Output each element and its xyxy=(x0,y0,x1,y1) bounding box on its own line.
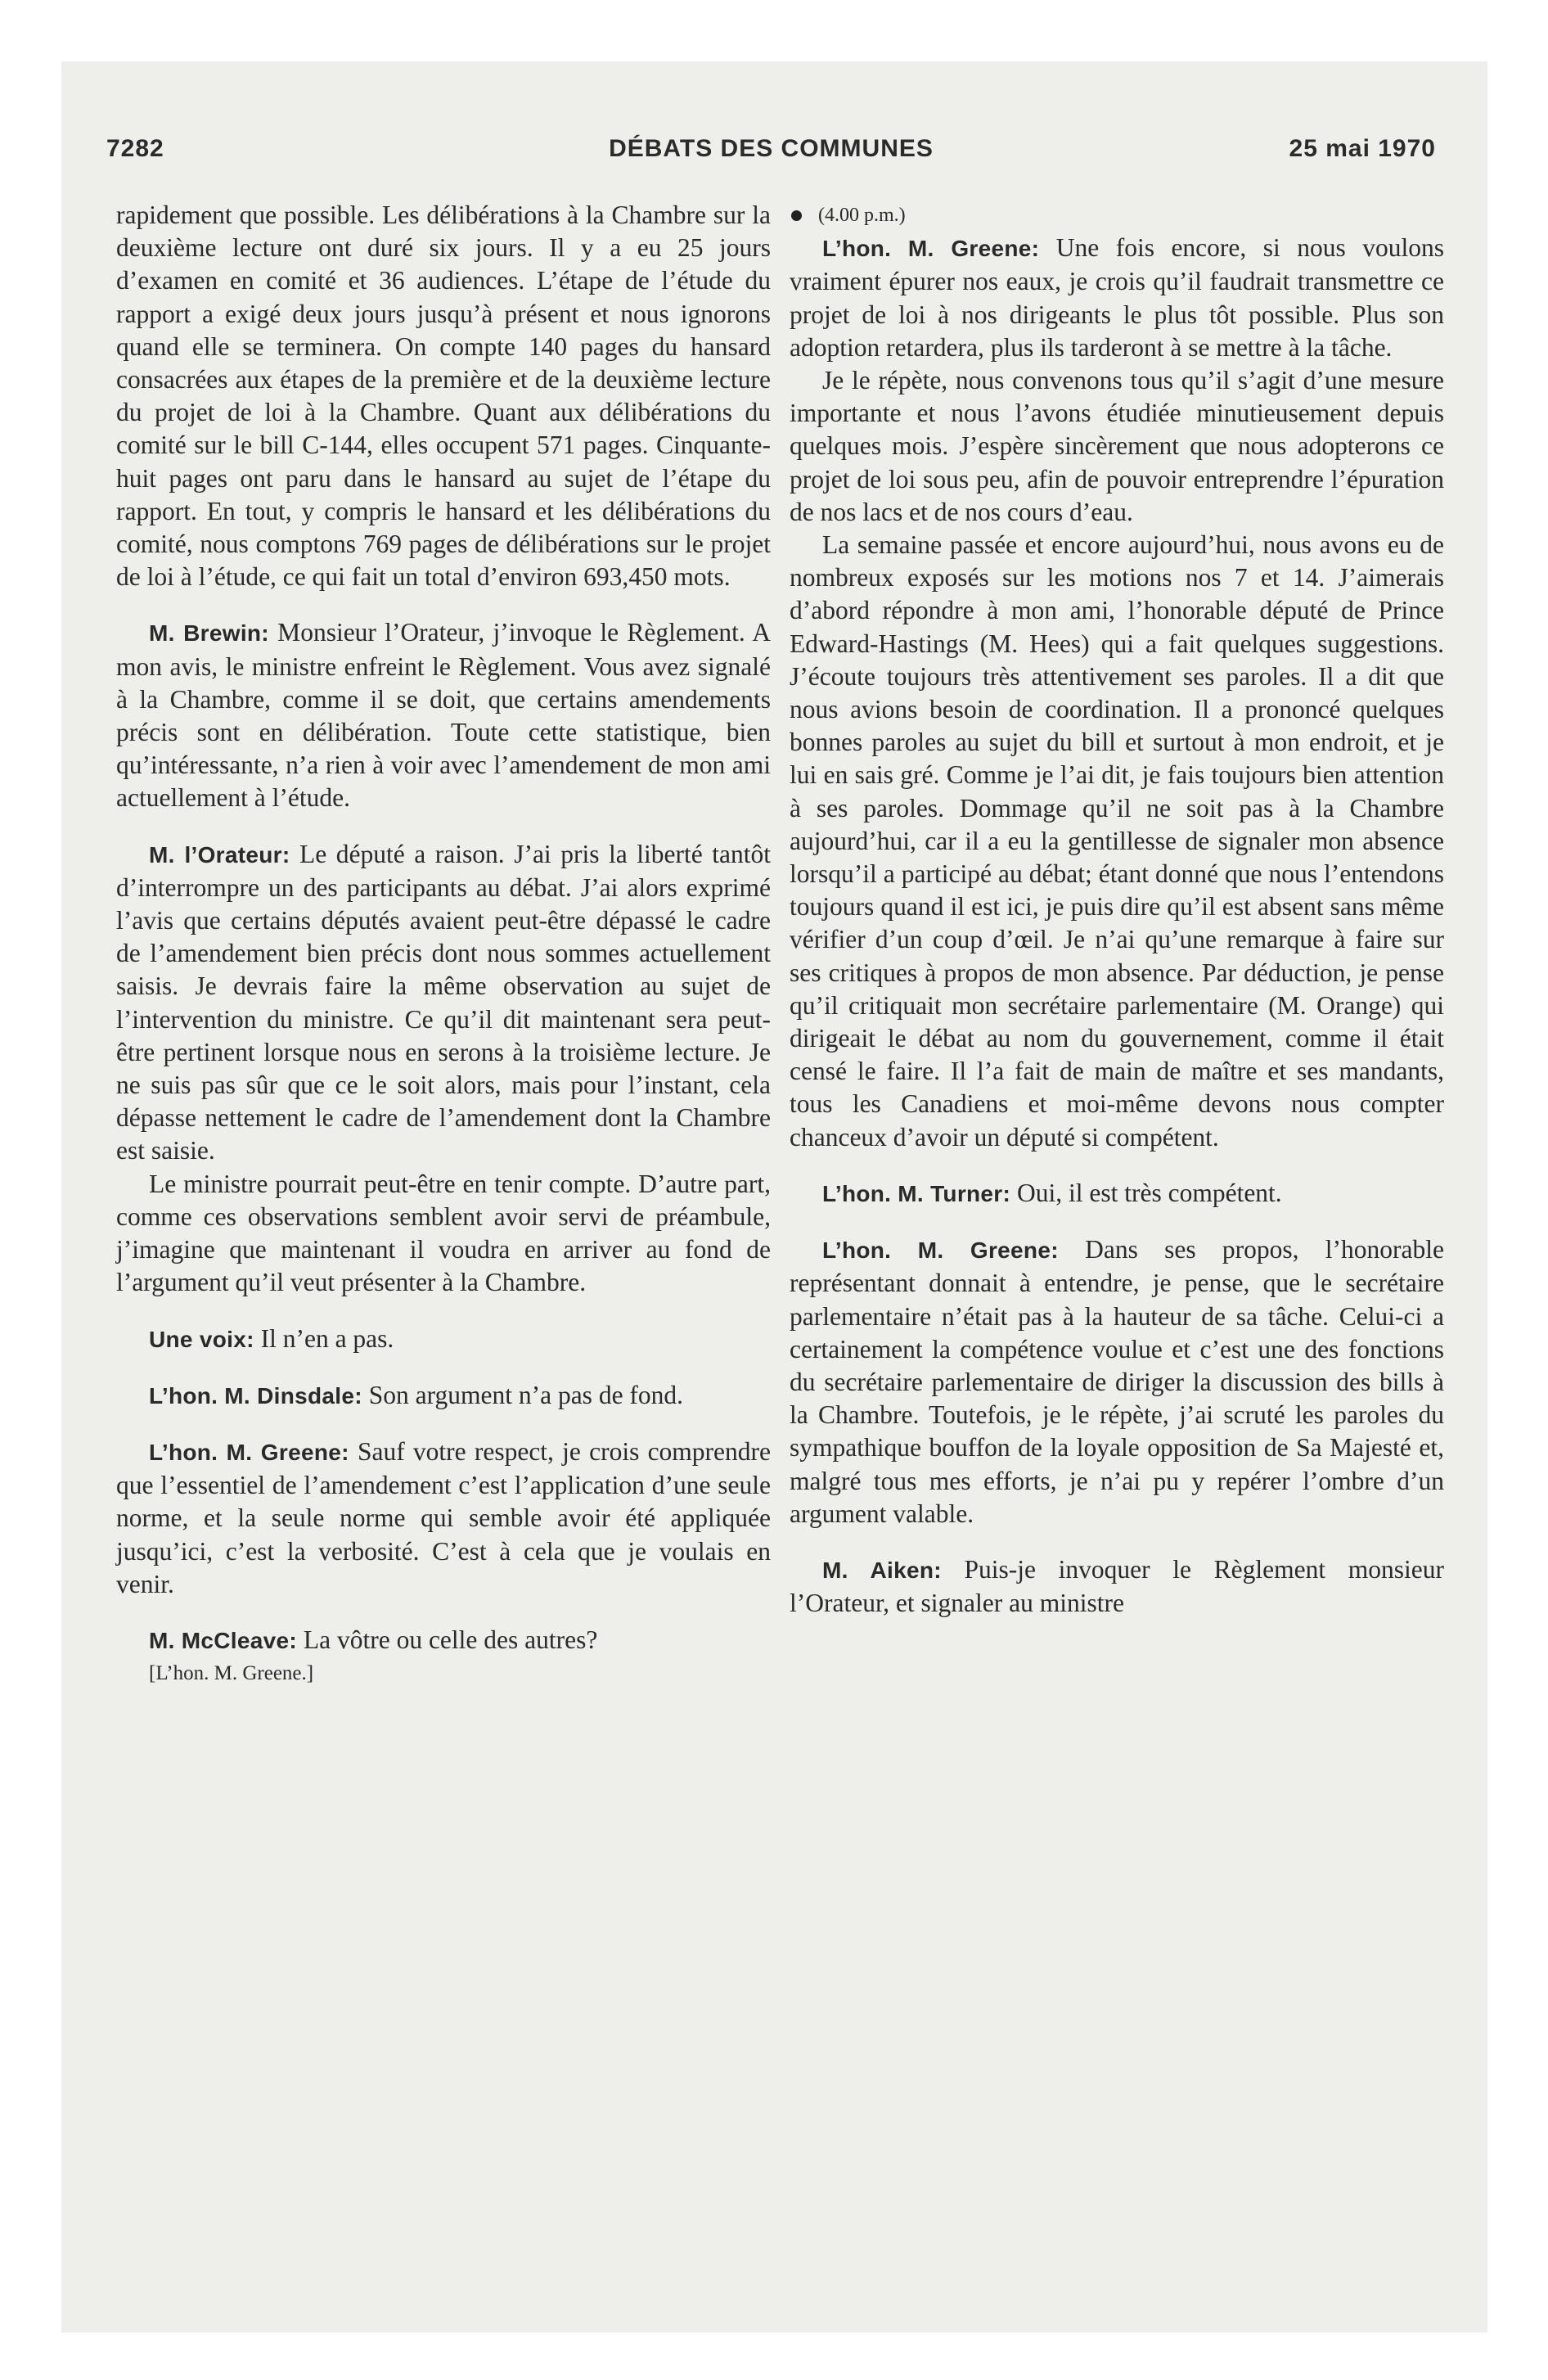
paragraph xyxy=(116,838,771,1168)
page-header xyxy=(106,135,1436,176)
right-column xyxy=(790,199,1444,1620)
paragraph xyxy=(790,1553,1444,1620)
speaker-name: L’hon. M. Turner: xyxy=(822,1180,1011,1206)
speech-text: Puis-je invoquer le Règlement monsieur l’Orateur, et signaler au ministre xyxy=(790,1554,1444,1618)
paragraph: La semaine passée et encore aujourd’hui, nous avons eu de nombreux exposés sur les motions nos 7 et 14. J’aimerais d’abord répondre à mon ami, l’honorable député de Prince Edward-Hastings (M. Hees) qui a fait quelques suggestions. J’écoute toujours très attentivement ses paroles. Il a dit que nous avions besoin de coordination. Il a prononcé quelques bonnes paroles au sujet du bill et surtout à mon endroit, et je lui en sais gré. Comme je l’ai dit, je fais toujours bien attention à ses paroles. Dommage qu’il ne soit pas à la Chambre aujourd’hui, car il a eu la gentillesse de signaler mon absence lorsqu’il a participé au débat; étant donné que nous l’entendons toujours quand il est ici, je puis dire qu’il est absent sans même vérifier d’un coup d’œil. Je n’ai qu’une remarque à faire sur ses critiques à propos de mon absence. Par déduction, je pense qu’il critiquait mon secrétaire parlementaire (M. Orange) qui dirigeait le débat au nom du gouvernement, comme il était censé le faire. Il l’a fait de main de maître et ses mandants, tous les Canadiens et moi-même devons nous compter chanceux d’avoir un député si compétent. xyxy=(790,530,1444,1152)
speaker-name: L’hon. M. Greene: xyxy=(822,1237,1059,1264)
time-text: (4.00 p.m.) xyxy=(818,205,906,226)
speech-text: Une fois encore, si nous voulons vraiment épurer nos eaux, je crois qu’il faudrait transmettre ce projet de loi à nos dirigeants le plus tôt possible. Plus son adoption retardera, plus ils tarderont à se mettre à la tâche. xyxy=(790,233,1444,362)
speaker-name: M. McCleave: xyxy=(149,1627,297,1653)
speaker-name: L’hon. M. Greene: xyxy=(149,1439,349,1465)
speech-text: Dans ses propos, l’honorable représentant donnait à entendre, je pense, que le secrétaire parlementaire n’était pas à la hauteur de sa tâche. Celui-ci a certainement la compétence voulue et c’est une des fonctions du secrétaire parlementaire de diriger la discussion des bills à la Chambre. Toutefois, je le répète, j’ai scruté les paroles du sympathique bouffon de la loyale opposition de Sa Majesté et, malgré tous mes efforts, je n’ai pu y repérer l’ombre d’un argument valable. xyxy=(790,1235,1444,1528)
speech-text: La vôtre ou celle des autres? xyxy=(297,1625,598,1654)
paragraph xyxy=(116,1624,771,1657)
speech-text: Son argument n’a pas de fond. xyxy=(362,1380,684,1409)
speaker-name: M. l’Orateur: xyxy=(149,841,290,868)
speech-text: Sauf votre respect, je crois comprendre que l’essentiel de l’amendement c’est l’application d’une seule norme, et la seule norme qui semble avoir été appliquée jusqu’ici, c’est la verbosité. C’est à cela que je voulais en venir. xyxy=(116,1436,771,1598)
speech-text: Oui, il est très compétent. xyxy=(1010,1178,1282,1207)
speaker-name: M. Brewin: xyxy=(149,620,269,647)
paragraph xyxy=(116,1436,771,1601)
speech-text: Monsieur l’Orateur, j’invoque le Règlement. A mon avis, le ministre enfreint le Règlement. Vous avez signalé à la Chambre, comme il se doit, que certains amendements précis sont en délibération. Toute cette statistique, bien qu’intéressante, n’a rien à voir avec l’amendement de mon ami actuellement à l’étude. xyxy=(116,618,771,813)
paragraph xyxy=(790,232,1444,364)
left-column xyxy=(116,199,771,1690)
page-footer-note: [L’hon. M. Greene.] xyxy=(149,1662,314,1685)
speech-text: Le député a raison. J’ai pris la liberté tantôt d’interrompre un des participants au débat. J’ai alors exprimé l’avis que certains députés avaient peut-être dépassé le cadre de l’amendement bien précis dont nous sommes actuellement saisis. Je devrais faire la même observation au sujet de l’intervention du ministre. Ce qu’il dit maintenant sera peut-être pertinent lorsque nous en serons à la troisième lecture. Je ne suis pas sûr que ce le soit alors, mais pour l’instant, cela dépasse nettement le cadre de l’amendement dont la Chambre est saisie. xyxy=(116,839,772,1165)
paragraph xyxy=(790,1233,1444,1530)
speaker-name: L’hon. M. Dinsdale: xyxy=(149,1382,362,1409)
paragraph: Le ministre pourrait peut-être en tenir compte. D’autre part, comme ces observations semblent avoir servi de préambule, j’imagine que maintenant il voudra en arriver au fond de l’argument qu’il veut présenter à la Chambre. xyxy=(116,1169,771,1297)
paragraph xyxy=(116,1323,771,1356)
page-date: 25 mai 1970 xyxy=(1289,135,1436,162)
speaker-name: Une voix: xyxy=(149,1326,254,1352)
paragraph: Je le répète, nous convenons tous qu’il s’agit d’une mesure importante et nous l’avons étudiée minutieusement depuis quelques mois. J’espère sincèrement que nous adopterons ce projet de loi sous peu, afin de pouvoir entreprendre l’épuration de nos lacs et de nos cours d’eau. xyxy=(790,366,1444,526)
paragraph xyxy=(116,1379,771,1413)
paragraph xyxy=(116,616,771,814)
page-number: 7282 xyxy=(106,135,164,162)
speaker-name: M. Aiken: xyxy=(822,1557,942,1583)
paragraph xyxy=(790,1177,1444,1210)
speaker-name: L’hon. M. Greene: xyxy=(822,236,1040,262)
time-stamp xyxy=(790,199,1444,232)
bullet-icon xyxy=(791,210,802,221)
page-title: DÉBATS DES COMMUNES xyxy=(609,135,934,162)
speech-text: Il n’en a pas. xyxy=(254,1323,394,1353)
paragraph: rapidement que possible. Les délibérations à la Chambre sur la deuxième lecture ont duré six jours. Il y a eu 25 jours d’examen en comité et 36 audiences. L’étape de l’étude du rapport a exigé deux jours jusqu’à présent et nous ignorons quand elle se terminera. On compte 140 pages du hansard consacrées aux étapes de la première et de la deuxième lecture du projet de loi à la Chambre. Quant aux délibérations du comité sur le bill C-144, elles occupent 571 pages. Cinquante-huit pages ont paru dans le hansard au sujet de l’étape du rapport. En tout, y compris le hansard et les délibérations du comité, nous comptons 769 pages de délibérations sur le projet de loi à l’étude, ce qui fait un total d’environ 693,450 mots. xyxy=(116,201,771,592)
